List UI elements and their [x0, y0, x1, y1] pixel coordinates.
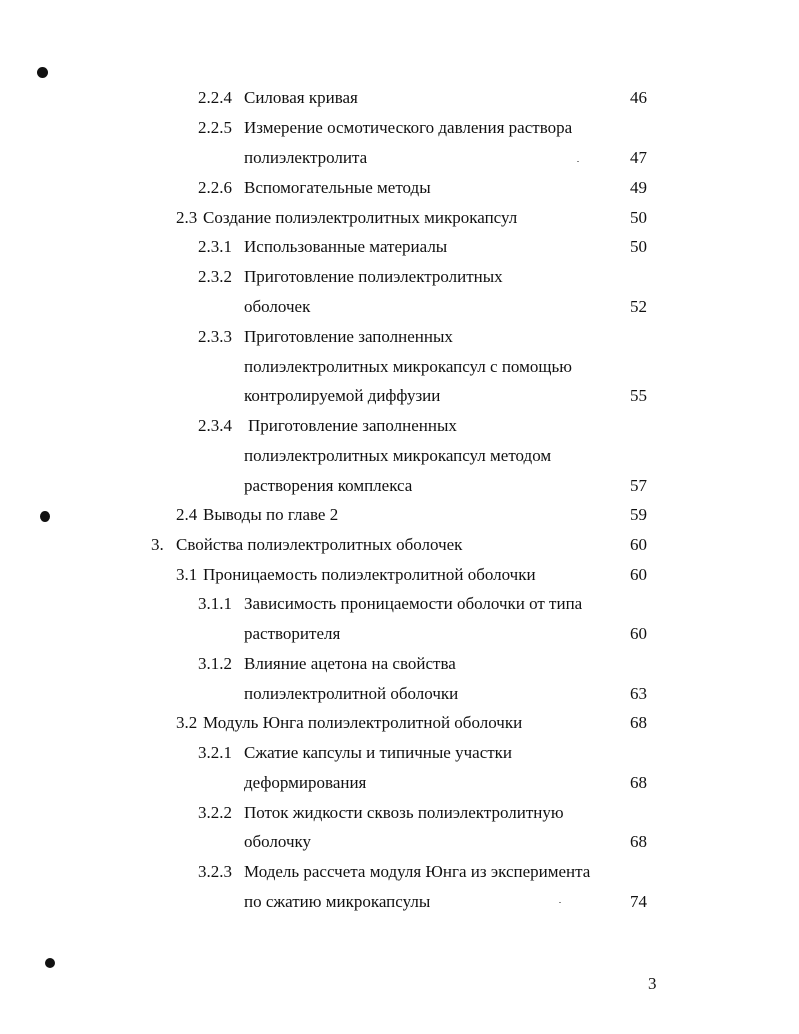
toc-entry-number: 2.3.2 [198, 267, 232, 286]
toc-entry-title-continuation: полиэлектролита [244, 148, 368, 167]
toc-entry-page: 60 [630, 565, 647, 584]
toc-entry-title-continuation: полиэлектролитной оболочки [244, 684, 459, 703]
toc-entry-page: 57 [630, 476, 647, 495]
toc-entry-number: 3.2.1 [198, 743, 232, 762]
toc-entry-title-continuation: растворения комплекса [244, 476, 413, 495]
toc-chapter-title: Свойства полиэлектролитных оболочек [176, 535, 463, 554]
toc-entry-title-continuation: растворителя [244, 624, 341, 643]
toc-entry-title: Модуль Юнга полиэлектролитной оболочки [203, 713, 523, 732]
toc-entry-number: 2.3 [176, 208, 198, 227]
toc-entry-page: 46 [630, 88, 647, 107]
toc-entry-number: 2.2.4 [198, 88, 232, 107]
toc-entry-page: 50 [630, 237, 647, 256]
binding-hole-middle [40, 511, 50, 522]
toc-entry-page: 68 [630, 832, 647, 851]
toc-entry-title: Приготовление полиэлектролитных [244, 267, 503, 286]
toc-entry-number: 3.2.2 [198, 803, 232, 822]
toc-entry-title: Поток жидкости сквозь полиэлектролитную [244, 803, 564, 822]
binding-hole-top [37, 67, 48, 78]
toc-entry-number: 3.1.2 [198, 654, 232, 673]
toc-chapter-number: 3. [151, 535, 164, 554]
toc-entry-page: 47 [630, 148, 647, 167]
toc-entry-title-continuation: по сжатию микрокапсулы [244, 892, 431, 911]
scan-speck [559, 902, 561, 903]
toc-entry-page: 52 [630, 297, 647, 316]
toc-entry-page: 74 [630, 892, 647, 911]
toc-entry-title: Создание полиэлектролитных микрокапсул [203, 208, 518, 227]
toc-entry-number: 3.2.3 [198, 862, 232, 881]
binding-hole-bottom [45, 958, 55, 968]
toc-entry-title-continuation: контролируемой диффузии [244, 386, 441, 405]
toc-entry-title-continuation: полиэлектролитных микрокапсул методом [244, 446, 552, 465]
toc-entry-title: Выводы по главе 2 [203, 505, 339, 524]
toc-entry-page: 60 [630, 535, 647, 554]
toc-entry-title: Приготовление заполненных [248, 416, 457, 435]
toc-entry-number: 2.3.4 [198, 416, 232, 435]
toc-entry-number: 3.1 [176, 565, 198, 584]
toc-entry-page: 59 [630, 505, 647, 524]
toc-entry-title: Зависимость проницаемости оболочки от типа [244, 594, 583, 613]
toc-entry-number: 2.3.1 [198, 237, 232, 256]
toc-entry-title: Вспомогательные методы [244, 178, 431, 197]
toc-entry-title-continuation: оболочку [244, 832, 312, 851]
toc-entry-page: 50 [630, 208, 647, 227]
toc-entry-title-continuation: деформирования [244, 773, 367, 792]
toc-entry-page: 68 [630, 713, 647, 732]
toc-entry-page: 55 [630, 386, 647, 405]
toc-entry-title: Силовая кривая [244, 88, 358, 107]
toc-entry-number: 2.4 [176, 505, 198, 524]
toc-entry-number: 2.2.5 [198, 118, 232, 137]
toc-entry-title: Проницаемость полиэлектролитной оболочки [203, 565, 536, 584]
toc-entry-page: 63 [630, 684, 647, 703]
toc-entry-title-continuation: полиэлектролитных микрокапсул с помощью [244, 357, 572, 376]
toc-entry-number: 2.2.6 [198, 178, 232, 197]
toc-entry-title: Использованные материалы [244, 237, 448, 256]
toc-entry-page: 68 [630, 773, 647, 792]
toc-entry-page: 49 [630, 178, 647, 197]
toc-entry-number: 3.1.1 [198, 594, 232, 613]
toc-entry-number: 3.2 [176, 713, 198, 732]
toc-entry-title-continuation: оболочек [244, 297, 311, 316]
toc-entry-title: Приготовление заполненных [244, 327, 453, 346]
toc-entry-title: Влияние ацетона на свойства [244, 654, 456, 673]
page-number: 3 [648, 974, 657, 993]
toc-entry-title: Измерение осмотического давления раствора [244, 118, 573, 137]
toc-entry-title: Сжатие капсулы и типичные участки [244, 743, 513, 762]
toc-entry-title: Модель рассчета модуля Юнга из эксперимента [244, 862, 591, 881]
toc-entry-number: 2.3.3 [198, 327, 232, 346]
scan-speck [577, 161, 579, 162]
toc-entry-page: 60 [630, 624, 647, 643]
